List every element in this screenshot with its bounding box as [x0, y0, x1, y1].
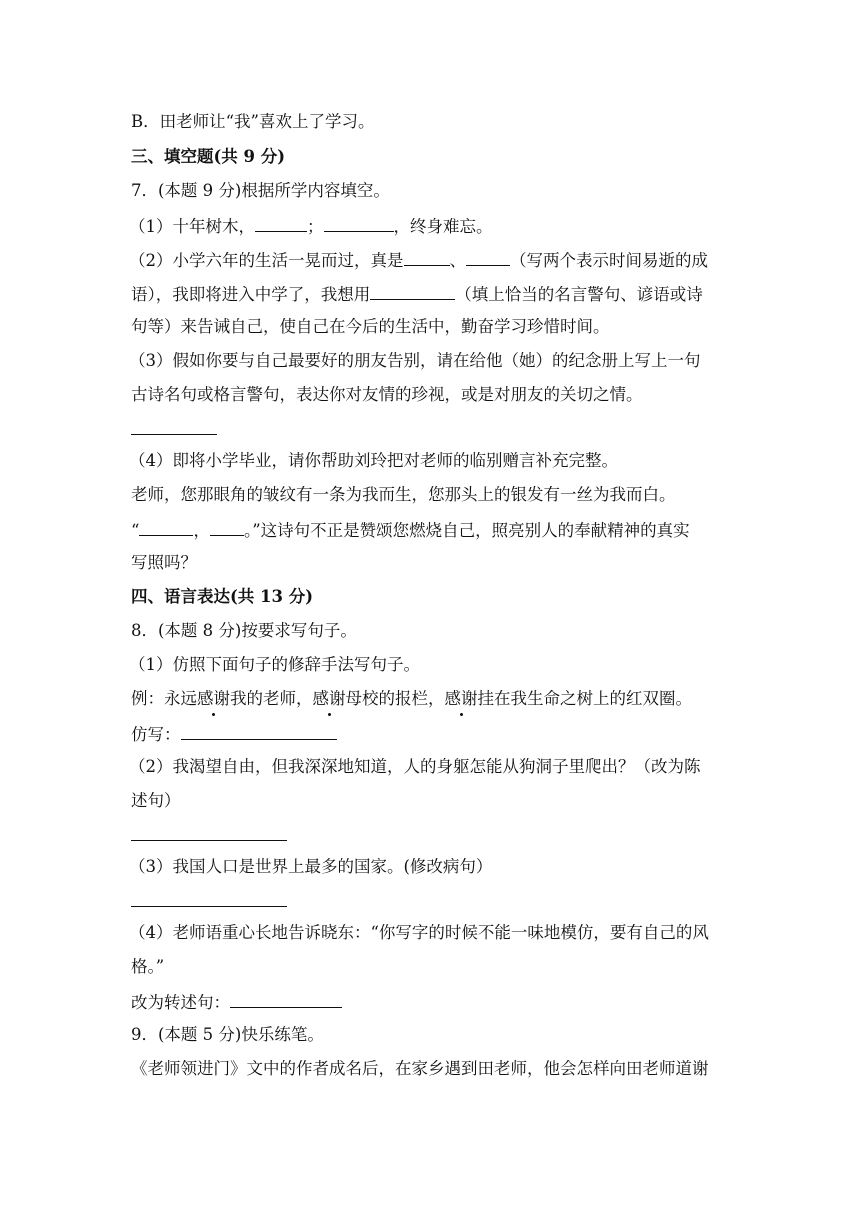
quote-open: “	[131, 521, 140, 540]
answer-blank[interactable]	[210, 518, 244, 536]
section-heading-fill-in: 三、填空题(共 9 分)	[131, 147, 286, 166]
q7-part-3-line-1: （3）假如你要与自己最要好的朋友告别，请在给他（她）的纪念册上写上一句	[129, 351, 701, 370]
q7-part-4-line-3	[131, 518, 741, 542]
emphasis-word: 感谢	[444, 689, 478, 708]
q7-part-2-line-1	[129, 248, 739, 272]
answer-blank[interactable]	[404, 248, 450, 266]
question-9-title: 9．(本题 5 分)快乐练笔。	[131, 1025, 324, 1044]
q7-2-text-c: （写两个表示时间易逝的成	[510, 251, 708, 270]
q7-2-text-e: （填上恰当的名言警句、谚语或诗	[455, 285, 703, 304]
example-text-a: 例：永远	[131, 689, 197, 708]
q7-part-4-line-2: 老师，您那眼角的皱纹有一条为我而生，您那头上的银发有一丝为我而白。	[131, 485, 676, 504]
question-7-title: 7．(本题 9 分)根据所学内容填空。	[131, 181, 390, 200]
answer-blank[interactable]	[255, 214, 307, 232]
answer-line[interactable]	[131, 434, 217, 435]
q8-part-4-line-1: （4）老师语重心长地告诉晓东：“你写字的时候不能一味地模仿，要有自己的风	[129, 923, 709, 942]
q7-part-4-line-1: （4）即将小学毕业，请你帮助刘玲把对老师的临别赠言补充完整。	[129, 451, 618, 470]
q7-2-text-b: 、	[449, 251, 466, 270]
q8-part-3: （3）我国人口是世界上最多的国家。(修改病句）	[129, 857, 493, 876]
imitation-label: 仿写：	[131, 725, 181, 744]
q7-part-4-line-4: 写照吗？	[131, 553, 197, 572]
q8-part-1: （1）仿照下面句子的修辞手法写句子。	[129, 655, 420, 674]
q7-part-2-line-2	[131, 282, 741, 306]
answer-blank[interactable]	[181, 722, 337, 740]
q7-2-text-d: 语），我即将进入中学了，我想用	[131, 285, 371, 304]
q8-example-sentence	[131, 688, 741, 710]
q9-prompt: 《老师领进门》文中的作者成名后，在家乡遇到田老师，他会怎样向田老师道谢	[131, 1059, 709, 1078]
indirect-speech-label: 改为转述句：	[131, 993, 230, 1012]
q7-4-comma: ，	[193, 521, 210, 540]
q7-1-text-a: （1）十年树木，	[129, 217, 255, 236]
q8-imitation	[131, 722, 741, 746]
answer-blank[interactable]	[230, 990, 342, 1008]
q7-part-1	[129, 214, 739, 238]
emphasis-word: 感谢	[197, 689, 230, 708]
example-text-b: 我的老师，	[230, 689, 313, 708]
q7-1-text-c: ，终身难忘。	[393, 217, 493, 236]
answer-blank[interactable]	[466, 248, 510, 266]
q7-part-2-line-3: 句等）来告诫自己，使自己在今后的生活中，勤奋学习珍惜时间。	[131, 317, 610, 336]
q8-part-2-line-2: 述句）	[131, 791, 181, 810]
section-heading-language: 四、语言表达(共 13 分)	[131, 587, 314, 606]
question-8-title: 8．(本题 8 分)按要求写句子。	[131, 621, 357, 640]
answer-blank[interactable]	[324, 214, 394, 232]
q8-part-4-line-3	[131, 990, 741, 1014]
q7-1-text-b: ；	[307, 217, 324, 236]
q8-part-4-line-2: 格。”	[131, 957, 165, 976]
answer-blank[interactable]	[370, 282, 455, 300]
q7-part-3-line-2: 古诗名句或格言警句，表达你对友情的珍视，或是对朋友的关切之情。	[131, 385, 643, 404]
q7-4-text: 。”这诗句不正是赞颂您燃烧自己，照亮别人的奉献精神的真实	[243, 521, 690, 540]
answer-line[interactable]	[131, 906, 287, 907]
answer-line[interactable]	[131, 840, 287, 841]
example-text-d: 挂在我生命之树上的红双圈。	[477, 689, 692, 708]
example-text-c: 母校的报栏，	[345, 689, 445, 708]
option-b: B．田老师让“我”喜欢上了学习。	[131, 112, 375, 131]
emphasis-word: 感谢	[312, 689, 346, 708]
q8-part-2-line-1: （2）我渴望自由，但我深深地知道，人的身躯怎能从狗洞子里爬出？（改为陈	[129, 757, 701, 776]
answer-blank[interactable]	[139, 518, 193, 536]
q7-2-text-a: （2）小学六年的生活一晃而过，真是	[129, 251, 404, 270]
